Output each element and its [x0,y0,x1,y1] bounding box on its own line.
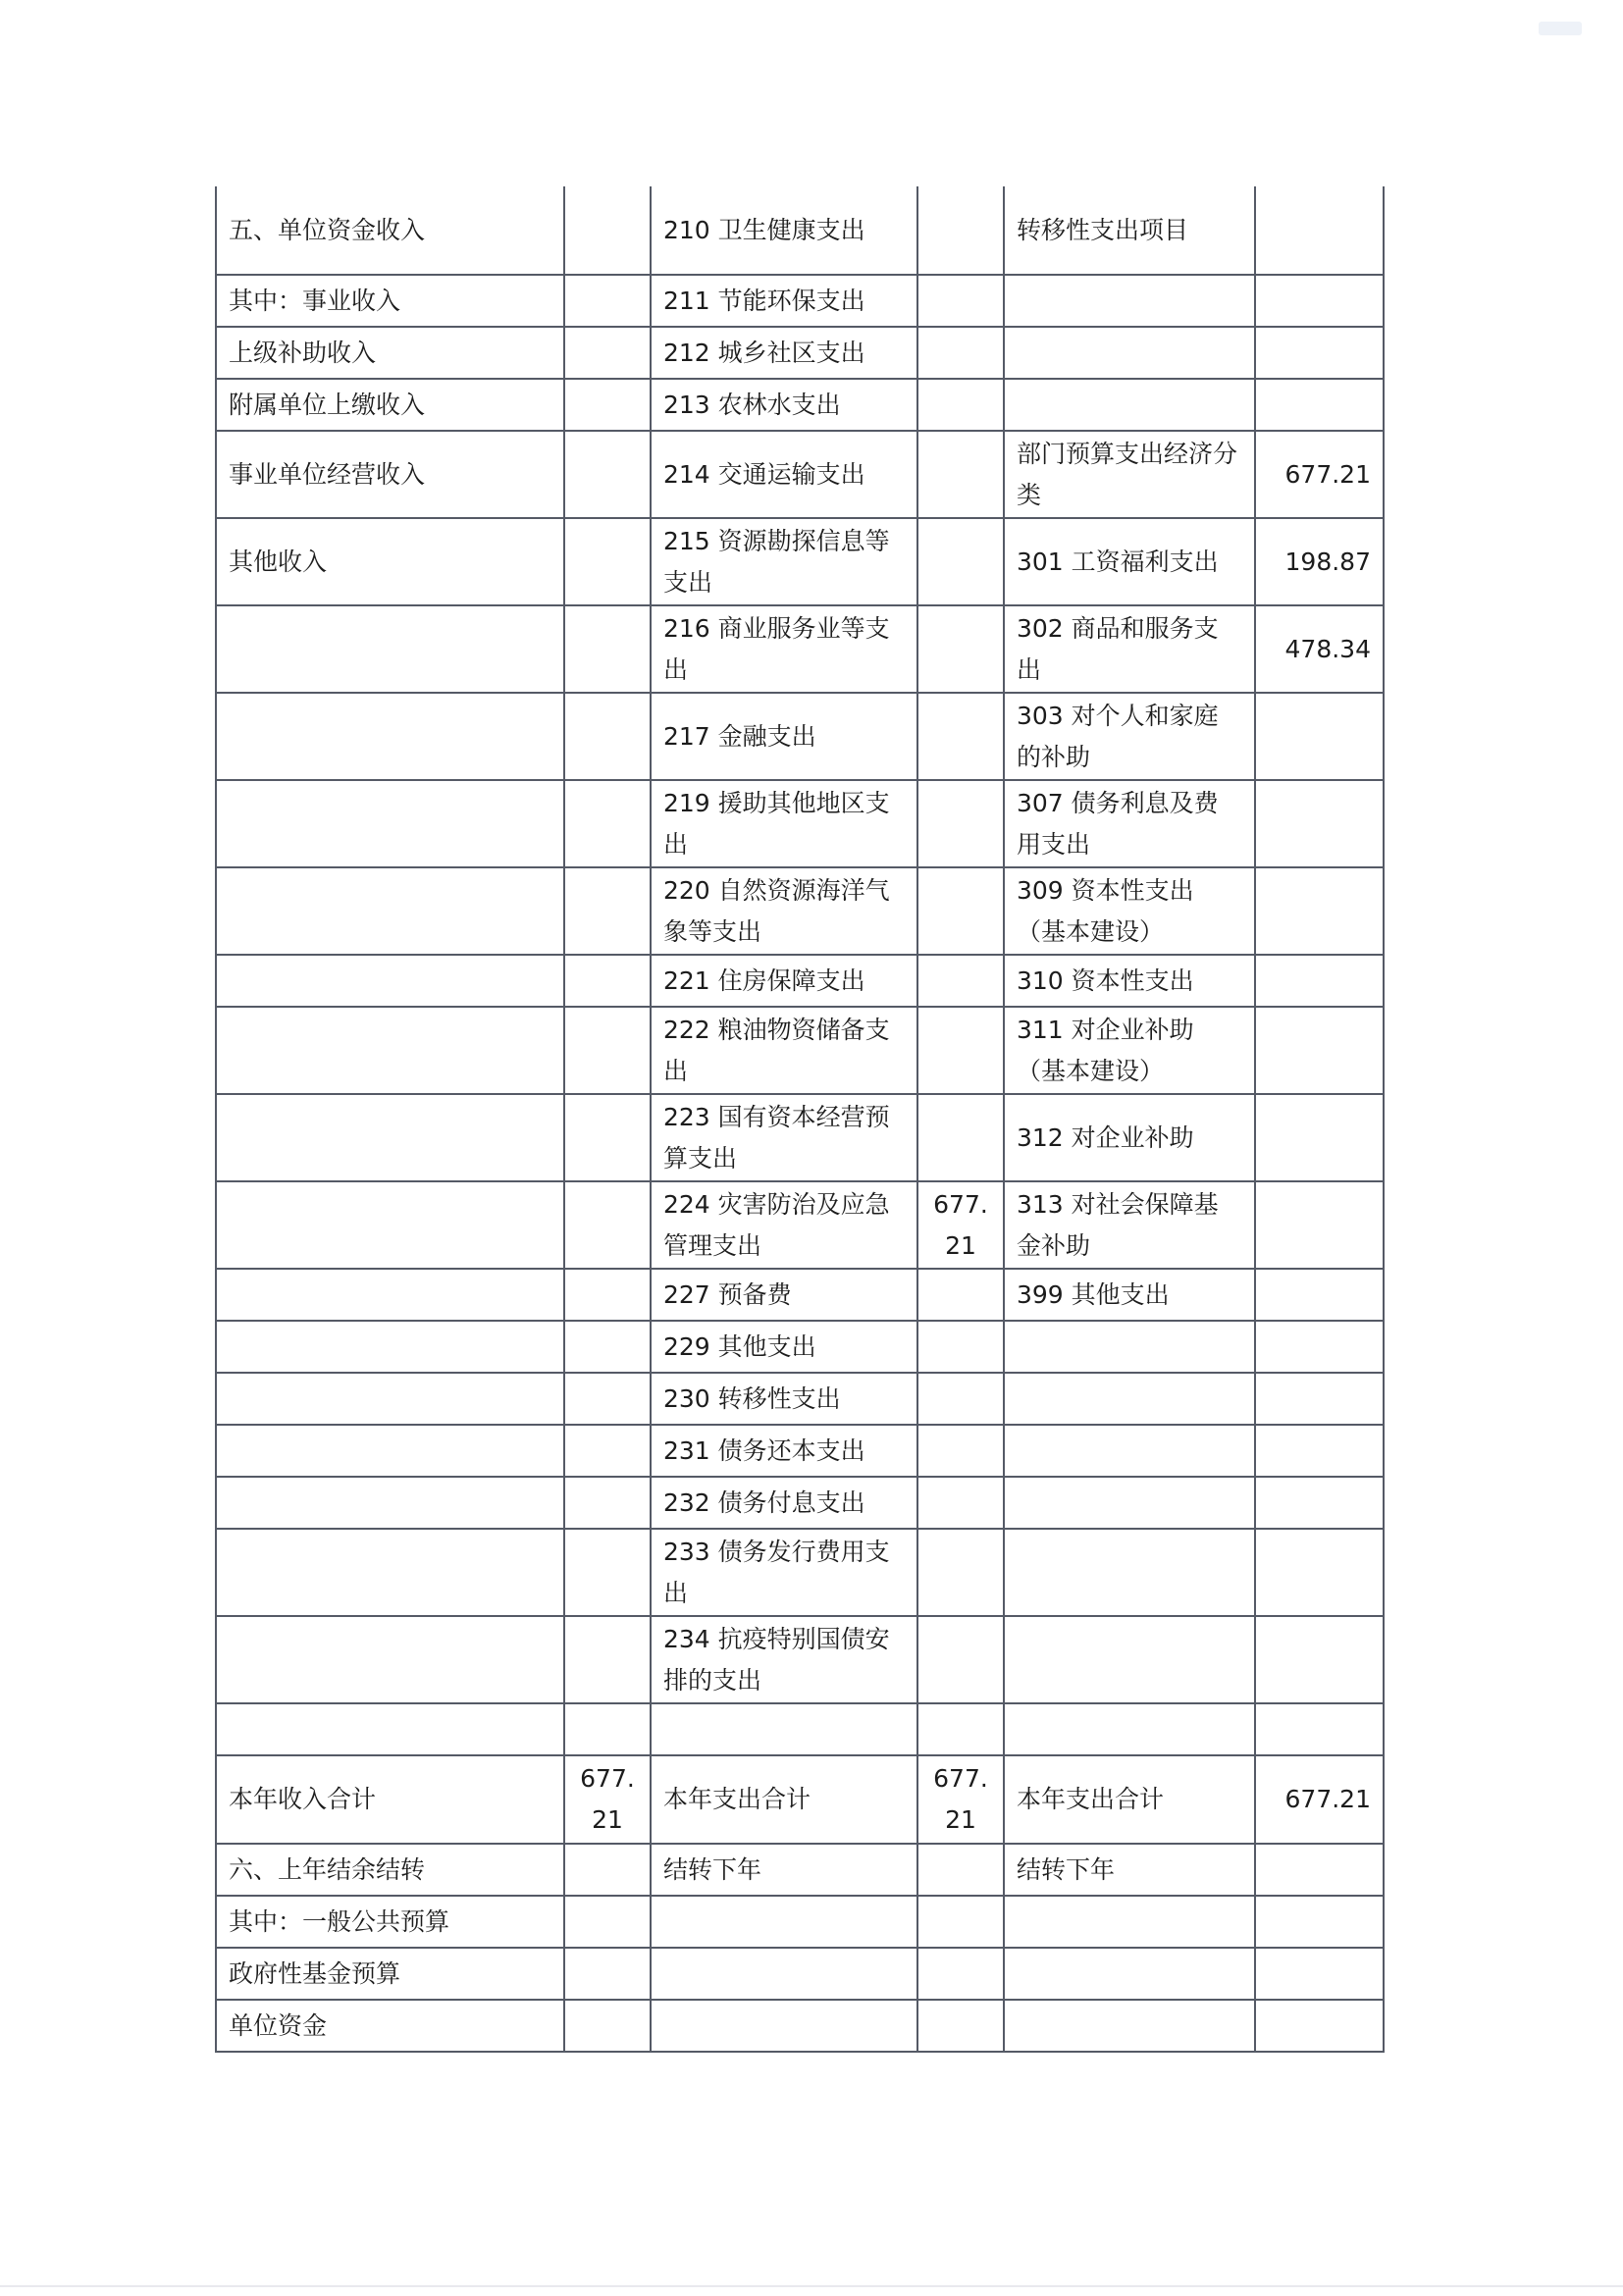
income-item-cell: 六、上年结余结转 [216,1844,564,1896]
income-item-cell [216,1373,564,1425]
economic-amount-cell [1255,1094,1384,1181]
function-amount-cell [917,1703,1004,1755]
income-item-cell: 事业单位经营收入 [216,431,564,518]
income-amount-cell [564,2000,651,2052]
economic-item-cell: 转移性支出项目 [1004,186,1255,275]
function-item-cell: 本年支出合计 [651,1755,917,1844]
function-item-cell: 219 援助其他地区支出 [651,780,917,867]
function-amount-cell [917,1844,1004,1896]
function-amount-cell [917,431,1004,518]
function-amount-cell [917,1425,1004,1477]
function-amount-cell [917,1616,1004,1703]
income-amount-cell [564,1007,651,1094]
income-item-cell [216,1269,564,1321]
table-row [216,693,1384,780]
function-amount-cell [917,1269,1004,1321]
table-row [216,1094,1384,1181]
income-amount-cell [564,431,651,518]
economic-amount-cell [1255,379,1384,431]
table-row [216,780,1384,867]
table-row [216,1529,1384,1616]
income-amount-cell [564,186,651,275]
function-item-cell: 232 债务付息支出 [651,1477,917,1529]
function-item-cell: 233 债务发行费用支出 [651,1529,917,1616]
function-item-cell: 211 节能环保支出 [651,275,917,327]
economic-item-cell: 313 对社会保障基金补助 [1004,1181,1255,1269]
economic-amount-cell [1255,1181,1384,1269]
function-amount-cell [917,1948,1004,2000]
function-item-cell: 210 卫生健康支出 [651,186,917,275]
income-item-cell: 其中：一般公共预算 [216,1896,564,1948]
function-item-cell: 213 农林水支出 [651,379,917,431]
table-row [216,1477,1384,1529]
function-amount-cell [917,275,1004,327]
table-row [216,605,1384,693]
income-item-cell [216,1703,564,1755]
function-item-cell: 217 金融支出 [651,693,917,780]
income-amount-cell [564,780,651,867]
function-item-cell: 234 抗疫特别国债安排的支出 [651,1616,917,1703]
function-amount-cell [917,186,1004,275]
table-row [216,431,1384,518]
economic-item-cell: 302 商品和服务支出 [1004,605,1255,693]
function-amount-cell [917,1477,1004,1529]
economic-item-cell [1004,1477,1255,1529]
economic-item-cell: 301 工资福利支出 [1004,518,1255,605]
economic-amount-cell [1255,1425,1384,1477]
economic-item-cell [1004,1425,1255,1477]
function-item-cell: 214 交通运输支出 [651,431,917,518]
income-item-cell: 上级补助收入 [216,327,564,379]
table-row [216,275,1384,327]
income-amount-cell [564,1844,651,1896]
economic-amount-cell [1255,2000,1384,2052]
function-item-cell: 222 粮油物资储备支出 [651,1007,917,1094]
income-amount-cell [564,1181,651,1269]
income-item-cell [216,955,564,1007]
function-item-cell: 221 住房保障支出 [651,955,917,1007]
income-amount-cell [564,1425,651,1477]
economic-item-cell [1004,275,1255,327]
table-body [216,186,1384,2052]
function-amount-cell [917,2000,1004,2052]
economic-amount-cell [1255,1948,1384,2000]
function-amount-cell [917,693,1004,780]
income-amount-cell [564,327,651,379]
income-item-cell [216,1616,564,1703]
function-amount-cell [917,1321,1004,1373]
economic-amount-cell [1255,186,1384,275]
income-amount-cell [564,1321,651,1373]
economic-item-cell: 311 对企业补助（基本建设） [1004,1007,1255,1094]
economic-item-cell: 399 其他支出 [1004,1269,1255,1321]
income-amount-cell [564,1269,651,1321]
economic-amount-cell: 478.34 [1255,605,1384,693]
economic-item-cell [1004,1616,1255,1703]
income-amount-cell [564,693,651,780]
income-item-cell [216,693,564,780]
function-item-cell: 结转下年 [651,1844,917,1896]
economic-amount-cell [1255,1616,1384,1703]
economic-amount-cell [1255,693,1384,780]
function-item-cell: 231 债务还本支出 [651,1425,917,1477]
function-item-cell: 224 灾害防治及应急管理支出 [651,1181,917,1269]
economic-item-cell: 303 对个人和家庭的补助 [1004,693,1255,780]
economic-item-cell: 310 资本性支出 [1004,955,1255,1007]
table-row [216,186,1384,275]
economic-item-cell [1004,1529,1255,1616]
income-item-cell [216,867,564,955]
income-amount-cell [564,518,651,605]
income-item-cell [216,1321,564,1373]
income-amount-cell [564,379,651,431]
income-amount-cell [564,275,651,327]
economic-amount-cell [1255,1529,1384,1616]
economic-item-cell [1004,1948,1255,2000]
function-item-cell: 223 国有资本经营预算支出 [651,1094,917,1181]
table-row [216,1007,1384,1094]
function-item-cell [651,1948,917,2000]
income-item-cell [216,780,564,867]
table-row [216,1755,1384,1844]
function-item-cell: 215 资源勘探信息等支出 [651,518,917,605]
function-amount-cell [917,955,1004,1007]
economic-amount-cell [1255,1321,1384,1373]
function-amount-cell [917,1007,1004,1094]
economic-item-cell [1004,1321,1255,1373]
economic-amount-cell [1255,275,1384,327]
income-amount-cell [564,1477,651,1529]
economic-item-cell [1004,2000,1255,2052]
economic-amount-cell [1255,867,1384,955]
function-amount-cell: 677.21 [917,1755,1004,1844]
economic-amount-cell [1255,1007,1384,1094]
economic-item-cell: 312 对企业补助 [1004,1094,1255,1181]
income-amount-cell [564,1948,651,2000]
income-item-cell [216,1425,564,1477]
economic-amount-cell: 677.21 [1255,1755,1384,1844]
income-item-cell [216,1007,564,1094]
income-item-cell: 本年收入合计 [216,1755,564,1844]
economic-item-cell [1004,327,1255,379]
function-item-cell [651,1703,917,1755]
function-amount-cell [917,1094,1004,1181]
income-amount-cell: 677.21 [564,1755,651,1844]
function-item-cell [651,2000,917,2052]
economic-item-cell [1004,1373,1255,1425]
table-row [216,1616,1384,1703]
economic-amount-cell [1255,1477,1384,1529]
table-row [216,867,1384,955]
income-item-cell: 附属单位上缴收入 [216,379,564,431]
economic-amount-cell [1255,1373,1384,1425]
income-amount-cell [564,1896,651,1948]
income-amount-cell [564,1373,651,1425]
table-row [216,1425,1384,1477]
economic-amount-cell: 677.21 [1255,431,1384,518]
economic-amount-cell [1255,327,1384,379]
economic-item-cell [1004,1703,1255,1755]
function-amount-cell [917,867,1004,955]
table-row [216,1948,1384,2000]
economic-item-cell: 307 债务利息及费用支出 [1004,780,1255,867]
income-item-cell [216,1094,564,1181]
table-row [216,1373,1384,1425]
income-item-cell: 政府性基金预算 [216,1948,564,2000]
function-amount-cell [917,327,1004,379]
function-amount-cell [917,1529,1004,1616]
income-item-cell [216,1529,564,1616]
table-row [216,1321,1384,1373]
economic-amount-cell: 198.87 [1255,518,1384,605]
corner-scan-mark [1539,22,1582,35]
income-item-cell: 五、单位资金收入 [216,186,564,275]
income-amount-cell [564,1529,651,1616]
income-item-cell: 其他收入 [216,518,564,605]
economic-amount-cell [1255,955,1384,1007]
economic-item-cell [1004,1896,1255,1948]
table-row [216,1703,1384,1755]
economic-amount-cell [1255,1269,1384,1321]
table-row [216,379,1384,431]
income-amount-cell [564,605,651,693]
function-amount-cell [917,780,1004,867]
function-item-cell: 220 自然资源海洋气象等支出 [651,867,917,955]
function-amount-cell [917,379,1004,431]
function-amount-cell [917,518,1004,605]
economic-item-cell: 309 资本性支出（基本建设） [1004,867,1255,955]
function-item-cell: 227 预备费 [651,1269,917,1321]
economic-amount-cell [1255,780,1384,867]
economic-amount-cell [1255,1844,1384,1896]
budget-table [215,186,1385,2053]
economic-item-cell: 部门预算支出经济分类 [1004,431,1255,518]
economic-amount-cell [1255,1896,1384,1948]
function-item-cell: 216 商业服务业等支出 [651,605,917,693]
function-amount-cell: 677.21 [917,1181,1004,1269]
table-row [216,1896,1384,1948]
income-amount-cell [564,1616,651,1703]
function-item-cell: 212 城乡社区支出 [651,327,917,379]
economic-amount-cell [1255,1703,1384,1755]
table-row [216,1181,1384,1269]
economic-item-cell: 本年支出合计 [1004,1755,1255,1844]
function-item-cell: 230 转移性支出 [651,1373,917,1425]
scan-edge-line [0,2285,1623,2287]
economic-item-cell: 结转下年 [1004,1844,1255,1896]
income-item-cell: 其中：事业收入 [216,275,564,327]
income-item-cell [216,605,564,693]
table-row [216,2000,1384,2052]
income-amount-cell [564,955,651,1007]
income-item-cell [216,1181,564,1269]
income-item-cell: 单位资金 [216,2000,564,2052]
table-row [216,955,1384,1007]
function-item-cell [651,1896,917,1948]
table-row [216,1844,1384,1896]
table-row [216,518,1384,605]
income-item-cell [216,1477,564,1529]
economic-item-cell [1004,379,1255,431]
table-row [216,1269,1384,1321]
income-amount-cell [564,1094,651,1181]
income-amount-cell [564,1703,651,1755]
function-amount-cell [917,1373,1004,1425]
table-row [216,327,1384,379]
function-amount-cell [917,1896,1004,1948]
function-amount-cell [917,605,1004,693]
income-amount-cell [564,867,651,955]
function-item-cell: 229 其他支出 [651,1321,917,1373]
